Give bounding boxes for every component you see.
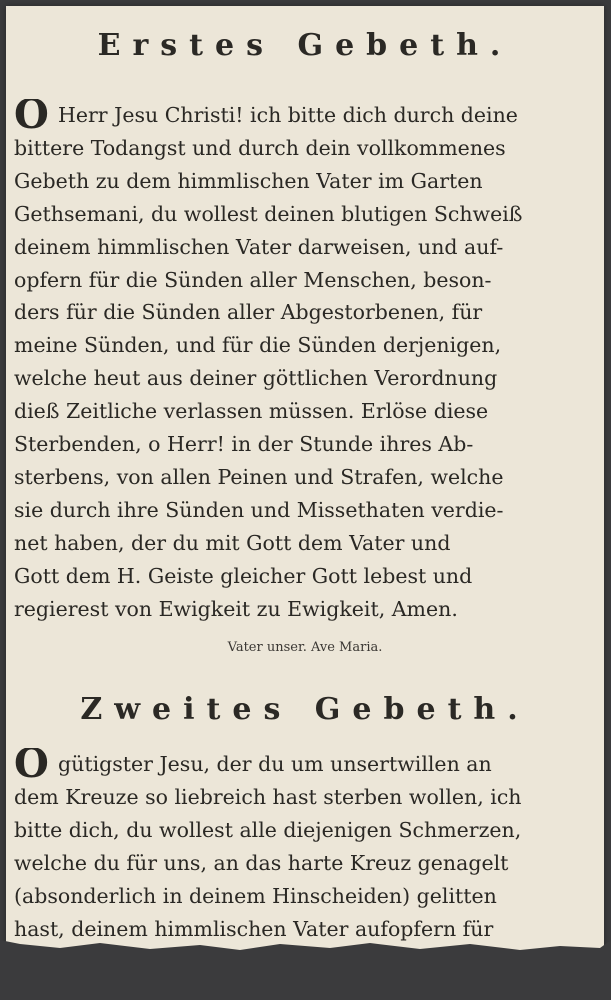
prayer1-line: meine Sünden, und für die Sünden derjenigen,	[14, 333, 502, 358]
prayer1-line: sie durch ihre Sünden und Missethaten verdie-	[14, 497, 504, 522]
prayer1-line: dieß Zeitliche verlassen müssen. Erlöse diese	[14, 399, 489, 424]
prayer2-line: dem Kreuze so liebreich hast sterben wollen, ich	[14, 784, 522, 809]
prayer1-line: welche heut aus deiner göttlichen Verordnung	[14, 366, 498, 391]
prayer2-line: Ogütigster Jesu, der du um unsertwillen an	[14, 748, 492, 781]
prayer2-line: welche du für uns, an das harte Kreuz genagelt	[14, 850, 509, 875]
prayer1-line: ders für die Sünden aller Abgestorbenen, für	[14, 300, 483, 325]
prayer1-dropcap: O	[14, 99, 49, 132]
prayer1-line: Gott dem H. Geiste gleicher Gott lebest und	[14, 563, 473, 588]
prayer1-line: opfern für die Sünden aller Menschen, beson-	[14, 267, 492, 292]
prayer1-line: net haben, der du mit Gott dem Vater und	[14, 530, 451, 555]
prayer1-line: O Herr Jesu Christi! ich bitte dich durch deine	[14, 99, 518, 132]
prayer2-title: Zweites Gebeth.	[80, 692, 530, 727]
prayer1-footer: Vater unser. Ave Maria.	[227, 640, 383, 655]
prayer1-line: regierest von Ewigkeit zu Ewigkeit, Amen.	[14, 596, 458, 621]
prayer1-line: bittere Todangst und durch dein vollkommenes	[14, 135, 506, 160]
prayer2-line: hast, deinem himmlischen Vater aufopfern für	[14, 916, 494, 941]
prayer1-line: sterbens, von allen Peinen und Strafen, welche	[14, 464, 504, 489]
prayer1-title: Erstes Gebeth.	[97, 28, 513, 63]
prayer1-line: Sterbenden, o Herr! in der Stunde ihres Ab-	[14, 432, 474, 457]
prayer2-line: (absonderlich in deinem Hinscheiden) gelitten	[14, 883, 497, 908]
prayer1-body	[14, 99, 604, 626]
prayer2-line: bitte dich, du wollest alle diejenigen Schmerzen,	[14, 817, 522, 842]
prayer1-line: Gethsemani, du wollest deinen blutigen Schweiß	[14, 201, 523, 226]
prayer1-line: Gebeth zu dem himmlischen Vater im Garten	[14, 168, 483, 193]
prayer1-line: deinem himmlischen Vater darweisen, und auf-	[14, 234, 504, 259]
torn-paper-edge	[0, 940, 611, 1000]
prayer2-dropcap: O	[14, 748, 49, 781]
document-page	[6, 6, 604, 968]
